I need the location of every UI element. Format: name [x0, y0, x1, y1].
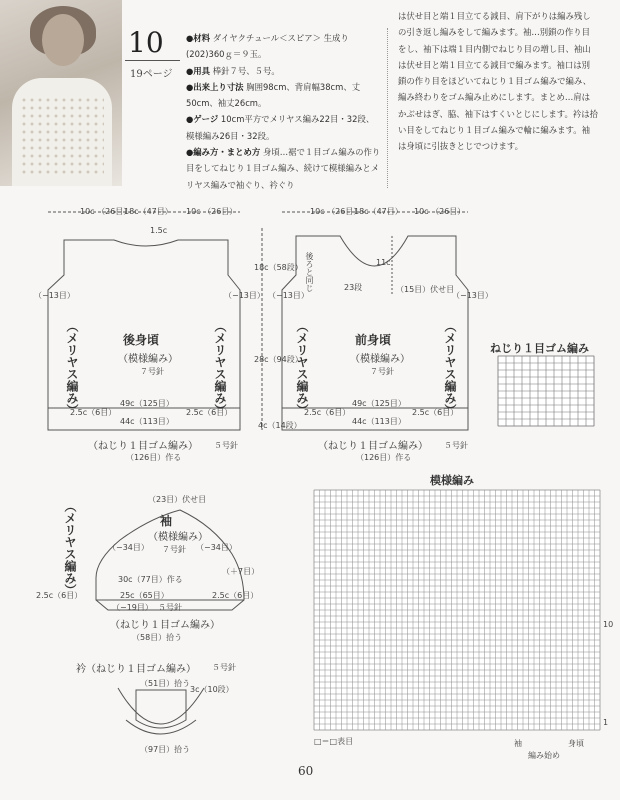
front-side-dec-right: （−13目） — [452, 291, 493, 300]
back-ease-left: 2.5c（6目） — [70, 408, 117, 417]
back-height-rib: 4c（14段） — [258, 421, 302, 430]
back-height-armhole: 18c（58段） — [254, 263, 303, 272]
pattern-chart-title: 模様編み — [430, 474, 474, 487]
back-side-right: （メリヤス編み） — [213, 320, 227, 416]
front-cast: （126目）作る — [356, 453, 412, 462]
front-bust: 49c（125目） — [352, 399, 406, 408]
front-side-dec-left: （−13目） — [268, 291, 309, 300]
front-title: 前身頃 — [355, 333, 392, 347]
sleeve-needle: ７号針 — [162, 545, 186, 554]
front-same-as-back: 後ろと同じ — [305, 252, 314, 292]
back-needle: ７号針 — [140, 367, 164, 376]
tools-line: ●用具 棒針７号、５号。 — [186, 65, 280, 76]
pattern-number: 10 — [128, 26, 164, 59]
front-needle: ７号針 — [370, 367, 394, 376]
page-reference: 19ページ — [130, 69, 173, 80]
front-neck-cast: （15目）伏せ目 — [396, 285, 455, 294]
front-rib-needle: ５号針 — [444, 441, 468, 450]
back-top-width: 18c（47目） — [124, 207, 173, 216]
sleeve-cap-left: （−34目） — [108, 543, 149, 552]
sleeve-subtitle: （模様編み） — [148, 532, 208, 543]
pattern-label-start: 編み始め — [528, 751, 560, 760]
back-side-dec-right: （−13目） — [224, 291, 265, 300]
instructions-column-2: は伏せ目と端１目立てる減目、肩下がりは編み残しの引き返し編みをして編みます。袖…別鎖の作り目をし、袖下は端１目内側でねじり目の増し目、袖山は伏せ目と端１目立てる減目で編みます。袖口は別鎖の作り目をほどいてねじり１目ゴム編みで編み、編み終わりをゴム編み止めにします。まとめ…肩はかぶせはぎ、脇、袖下はすくいとじにします。衿は拾い目をしてねじり１目ゴム編みで輪に編みます。袖は身頃に引抜きとじでつけます。 — [398, 11, 598, 152]
sleeve-side-right-dim: 2.5c（6目） — [212, 591, 259, 600]
front-neck-rows: 23段 — [344, 283, 363, 292]
pattern-row-1: 1 — [603, 718, 609, 727]
back-side-dec-left: （−13目） — [34, 291, 75, 300]
back-rib: （ねじり１目ゴム編み） — [88, 441, 198, 452]
back-hem: 44c（113目） — [120, 417, 174, 426]
back-rib-needle: ５号針 — [214, 441, 238, 450]
collar-outline — [136, 690, 186, 728]
front-ease-left: 2.5c（6目） — [304, 408, 351, 417]
back-side-left: （メリヤス編み） — [65, 320, 79, 416]
collar-title: 衿（ねじり１目ゴム編み） — [76, 664, 196, 675]
sleeve-title: 袖 — [160, 514, 173, 528]
pattern-label-sleeve: 袖 — [514, 739, 522, 748]
pattern-label-body: 身頃 — [568, 739, 584, 748]
front-shoulder-right: 10c （26目） — [414, 207, 466, 216]
collar-height: 3c（10段） — [190, 685, 234, 694]
collar-needle: ５号針 — [212, 663, 236, 672]
back-ease-right: 2.5c（6目） — [186, 408, 233, 417]
collar-top: （51目）拾う — [140, 679, 191, 688]
back-cast: （126目）作る — [126, 453, 182, 462]
back-title: 後身頃 — [123, 333, 160, 347]
sleeve-top: （23目）伏せ目 — [148, 495, 207, 504]
page-number: 60 — [298, 764, 314, 778]
front-shoulder-left: 10c （26目） — [310, 207, 362, 216]
back-subtitle: （模様編み） — [118, 354, 178, 365]
sleeve-cuff-width: 25c（65目） — [120, 591, 169, 600]
materials-line: ●材料 ダイヤクチュール＜スピア＞ 生成り(202)360ｇ＝９玉。 — [186, 33, 349, 60]
sleeve-cuff-needle: ５号針 — [158, 603, 182, 612]
method-line: ●編み方・まとめ方 身頃…裾で１目ゴム編みの作り目をしてねじり１目ゴム編み、続けて模様編みとメリヤス編みで袖ぐり、衿ぐり — [186, 147, 381, 190]
back-shoulder-right: 10c （26目） — [186, 207, 238, 216]
pattern-row-10: 10 — [603, 620, 614, 629]
gauge-line: ●ゲージ 10cm平方でメリヤス編み22目・32段、模様編み26目・32段。 — [186, 114, 375, 141]
front-top-width: 18c（47目） — [354, 207, 403, 216]
rib-chart — [498, 356, 594, 426]
pattern-chart — [314, 490, 600, 730]
collar-bottom: （97目）拾う — [140, 745, 191, 754]
back-shoulder-left: 10c （26目） — [80, 207, 132, 216]
front-side-left: （メリヤス編み） — [295, 320, 309, 416]
sleeve-rib: （ねじり１目ゴム編み） — [110, 620, 220, 631]
front-subtitle: （模様編み） — [350, 354, 410, 365]
front-ease-right: 2.5c（6目） — [412, 408, 459, 417]
sleeve-cast: （58目）拾う — [132, 633, 183, 642]
sleeve-cuff-dec: （−19目） — [112, 603, 153, 612]
front-neck-drop: 11c — [376, 258, 391, 267]
sleeve-width: 30c（77目）作る — [118, 575, 183, 584]
front-side-right: （メリヤス編み） — [443, 320, 457, 416]
back-bust: 49c（125目） — [120, 399, 174, 408]
front-hem: 44c（113目） — [352, 417, 406, 426]
sleeve-increase: （＋7目） — [222, 567, 260, 576]
sleeve-side-left-dim: 2.5c（6目） — [36, 591, 83, 600]
sleeve-cap-right: （−34目） — [196, 543, 237, 552]
front-rib: （ねじり１目ゴム編み） — [318, 441, 428, 452]
size-line: ●出来上り寸法 胸囲98cm、背肩幅38cm、丈50cm、袖丈26cm。 — [186, 81, 361, 109]
sleeve-side-left: （メリヤス編み） — [63, 500, 77, 596]
back-neck-depth: 1.5c — [150, 226, 168, 235]
back-height-body: 28c（94段） — [254, 355, 303, 364]
pattern-legend: □＝□表目 — [314, 737, 354, 746]
rib-chart-title: ねじり１目ゴム編み — [490, 342, 589, 355]
